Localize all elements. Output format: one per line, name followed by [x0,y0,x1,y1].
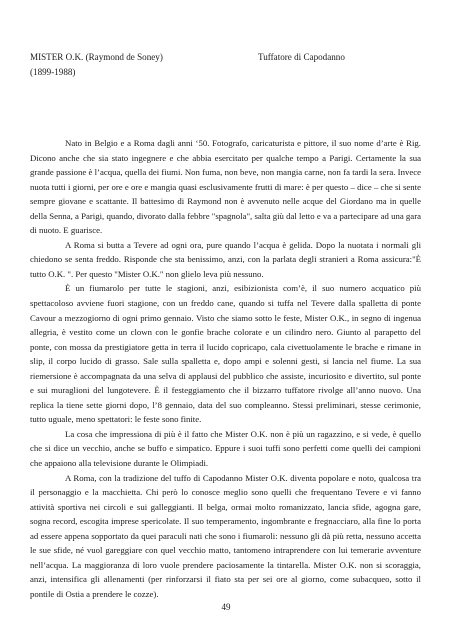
paragraph: A Roma si butta a Tevere ad ogni ora, pure quando l’acqua è gelida. Dopo la nuotata i normali gli chiedono se senta freddo. Risponde che sta benissimo, anzi, con la parlata degli stranieri a Roma assicura:"È tutto O.K. ". Per questo "Mister O.K." non glielo leva più nessuno. [30,239,421,279]
paragraph: A Roma, con la tradizione del tuffo di Capodanno Mister O.K. diventa popolare e noto, qualcosa tra il personaggio e la macchietta. Chi però lo conosce meglio sono quelli che frequentano Tevere e vi fanno attività sportiva nei circoli e sui galleggianti. Il belga, ormai molto romanizzato, lancia sfide, agogna gare, sogna record, escogita imprese spericolate. Il suo temperamento, ingombrante e fregnacciaro, alla fine lo porta ad essere appena sopportato da quei paraculi nati che sono i fiumaroli: nessuno gli dà più retta, nessuno accetta le sue sfide, né vuol gareggiare con quel vecchio matto, tantomeno intraprendere con lui temerarie avventure nell’acqua. La maggioranza di loro vuole prendere paciosamente la tintarella. Mister O.K. non si scoraggia, anzi, intensifica gli allenamenti (per rinforzarsi il fiato sta per sei ore al giorno, come subacqueo, sotto il pontile di Ostia a prendere le cozze). [30,472,421,599]
header-left [30,50,230,80]
paragraph: È un fiumarolo per tutte le stagioni, anzi, esibizionista com’è, il suo numero acquatico più spettacoloso avviene fuori stagione, con un freddo cane, quando si tuffa nel Tevere dalla spalletta di ponte Cavour a mezzogiorno di ogni primo gennaio. Visto che siamo sotto le feste, Mister O.K., in segno di ingenua allegria, è vestito come un clown con le gonfie brache colorate e un cilindro nero. Giunto al parapetto del ponte, con mossa da prestigiatore getta in terra il lucido copricapo, cala civettuolamente le brache e rimane in slip, il corpo lucido di grasso. Sale sulla spalletta e, dopo ampi e solenni gesti, si lancia nel fiume. La sua riemersione è accompagnata da una selva di applausi del pubblico che assiste, incuriosito e divertito, sul ponte e sui muraglioni del lungotevere. È il festeggiamento che il bizzarro tuffatore rivolge all’anno nuovo. Una replica la tiene sette giorni dopo, l’8 gennaio, data del suo compleanno. Stessi preliminari, stesse cerimonie, tutto uguale, meno spettatori: le feste sono finite. [30,283,421,425]
paragraph: Nato in Belgio e a Roma dagli anni ‘50. Fotografo, caricaturista e pittore, il suo nome d’arte è Rig. Dicono anche che sia stato ingegnere e che abbia esercitato per qualche tempo a Parigi. Certamente la sua grande passione è l’acqua, quella dei fiumi. Non fuma, non beve, non mangia carne, non fa tardi la sera. Invece nuota tutti i giorni, per ore e ore e mangia quasi esclusivamente frutti di mare: è per questo – dice – che si sente sempre giovane e scattante. Il battesimo di Raymond non è avvenuto nelle acque del Giordano ma in quelle della Senna, a Parigi, quando, divorato dalla febbre "spagnola", salta giù dal letto e va a partecipare ad una gara di nuoto. E guarisce. [30,138,421,236]
page-number: 49 [221,602,231,612]
article-years: (1899-1988) [30,67,76,77]
article-body [30,136,421,602]
article-title: MISTER O.K. (Raymond de Soney) [30,52,163,62]
paragraph: La cosa che impressiona di più è il fatto che Mister O.K. non è più un ragazzino, e si vede, è quello che si dice un vecchio, anche se buffo e simpatico. Eppure i suoi tuffi sono perfetti come quelli dei campioni che appaiono alla televisione durante le Olimpiadi. [30,428,421,469]
article-subtitle: Tuffatore di Capodanno [258,52,345,62]
